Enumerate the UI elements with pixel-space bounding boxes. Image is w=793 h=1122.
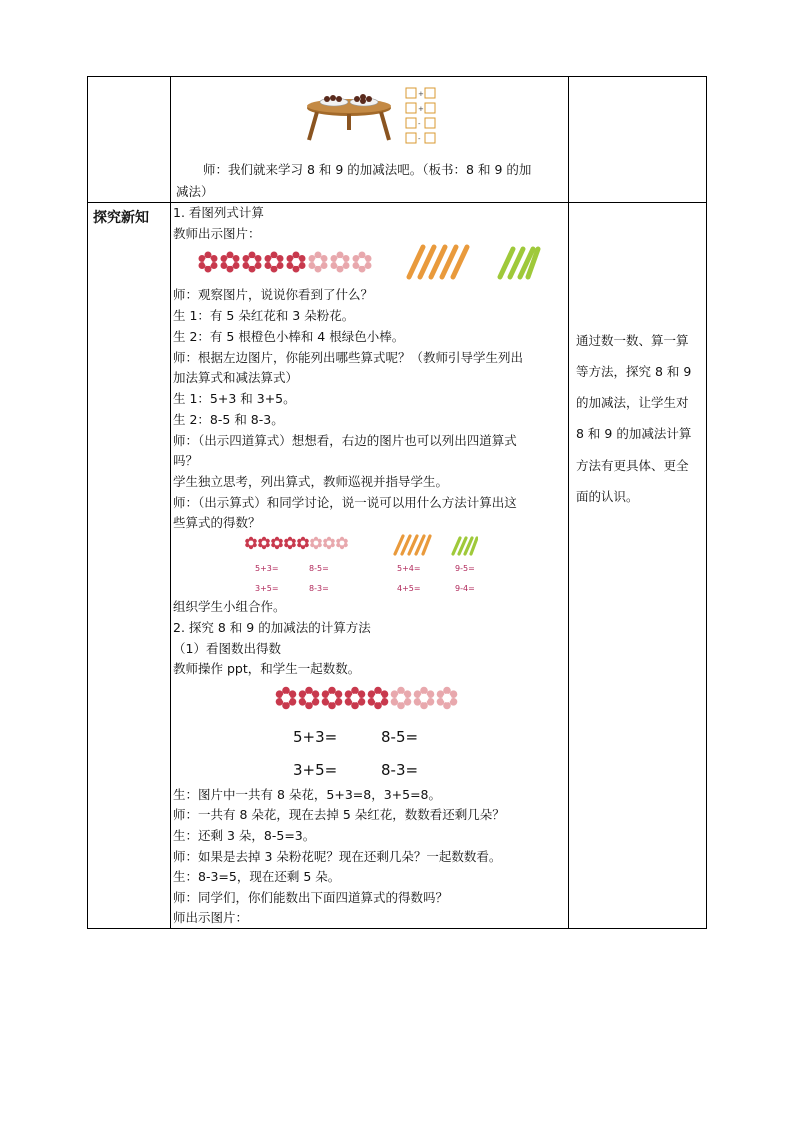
line-13: 些算式的得数？ — [173, 515, 261, 530]
flowers-row-small — [244, 536, 356, 550]
table-border-col2 — [568, 76, 569, 929]
note-line-5: 面的认识。 — [576, 489, 639, 504]
small-eq-3: 9-5= — [455, 564, 475, 573]
line-18: 生：图片中一共有 8 朵花，5+3=8，3+5=8。 — [173, 787, 442, 802]
svg-text:-: - — [418, 120, 421, 128]
svg-text:-: - — [418, 135, 421, 143]
small-eq-4: 3+5= — [255, 584, 279, 593]
line-17: 教师操作 ppt，和学生一起数数。 — [173, 661, 361, 676]
line-11: 学生独立思考，列出算式，教师巡视并指导学生。 — [173, 474, 449, 489]
small-eq-6: 4+5= — [397, 584, 421, 593]
table-border-top — [87, 76, 707, 77]
note-line-1: 等方法，探究 8 和 9 — [576, 364, 692, 379]
line-12: 师：（出示算式）和同学讨论，说一说可以用什么方法计算出这 — [173, 495, 517, 510]
cake-table-illustration — [303, 90, 395, 142]
section-label: 探究新知 — [93, 210, 149, 226]
line-15: 2. 探究 8 和 9 的加减法的计算方法 — [173, 620, 371, 635]
line-23: 师：同学们，你们能数出下面四道算式的得数吗？ — [173, 890, 449, 905]
line-9: 师：（出示四道算式）想想看，右边的图片也可以列出四道算式 — [173, 433, 517, 448]
line-20: 生：还剩 3 朵，8-5=3。 — [173, 828, 316, 843]
line-0: 1. 看图列式计算 — [173, 205, 264, 220]
big-eq-3: 8-3= — [381, 761, 419, 779]
table-row-divider — [87, 202, 707, 203]
line-8: 生 2：8-5 和 8-3。 — [173, 412, 284, 427]
line-10: 吗？ — [173, 453, 199, 468]
line-7: 生 1：5+3 和 3+5。 — [173, 391, 296, 406]
svg-text:+: + — [418, 105, 424, 113]
line-14: 组织学生小组合作。 — [173, 599, 286, 614]
line-24: 师出示图片： — [173, 910, 249, 925]
table-border-left — [87, 76, 88, 929]
row1-teacher-line2: 减法） — [176, 184, 214, 199]
line-5: 师：根据左边图片，你能列出哪些算式呢？（教师引导学生列出 — [173, 350, 524, 365]
svg-text:+: + — [418, 90, 424, 98]
small-eq-7: 9-4= — [455, 584, 475, 593]
table-border-right — [706, 76, 707, 929]
line-22: 生：8-3=5，现在还剩 5 朵。 — [173, 869, 341, 884]
line-1: 教师出示图片： — [173, 226, 261, 241]
equation-boxes — [405, 87, 439, 145]
note-line-4: 方法有更具体、更全 — [576, 458, 689, 473]
green-sticks-1 — [495, 246, 541, 280]
flowers-row-1 — [198, 251, 383, 273]
line-4: 生 2：有 5 根橙色小棒和 4 根绿色小棒。 — [173, 329, 405, 344]
small-eq-5: 8-3= — [309, 584, 329, 593]
line-16: （1）看图数出得数 — [173, 641, 281, 656]
big-eq-0: 5+3= — [293, 728, 338, 746]
line-19: 师：一共有 8 朵花，现在去掉 5 朵红花，数数看还剩几朵？ — [173, 807, 505, 822]
note-line-0: 通过数一数、算一算 — [576, 333, 689, 348]
line-3: 生 1：有 5 朵红花和 3 朵粉花。 — [173, 308, 355, 323]
small-eq-0: 5+3= — [255, 564, 279, 573]
orange-sticks-1 — [403, 244, 471, 280]
note-line-2: 的加减法，让学生对 — [576, 395, 689, 410]
flowers-row-large — [275, 686, 460, 710]
green-sticks-2 — [450, 536, 478, 556]
big-eq-2: 3+5= — [293, 761, 338, 779]
table-border-bottom — [87, 928, 707, 929]
line-21: 师：如果是去掉 3 朵粉花呢？现在还剩几朵？一起数数看。 — [173, 849, 502, 864]
big-eq-1: 8-5= — [381, 728, 419, 746]
line-6: 加法算式和减法算式） — [173, 370, 299, 385]
orange-sticks-2 — [392, 534, 432, 556]
row1-teacher-line1: 师：我们就来学习 8 和 9 的加减法吧。（板书：8 和 9 的加 — [203, 162, 532, 177]
line-2: 师：观察图片，说说你看到了什么？ — [173, 287, 374, 302]
note-line-3: 8 和 9 的加减法计算 — [576, 426, 692, 441]
table-border-col1 — [170, 76, 171, 929]
small-eq-1: 8-5= — [309, 564, 329, 573]
small-eq-2: 5+4= — [397, 564, 421, 573]
